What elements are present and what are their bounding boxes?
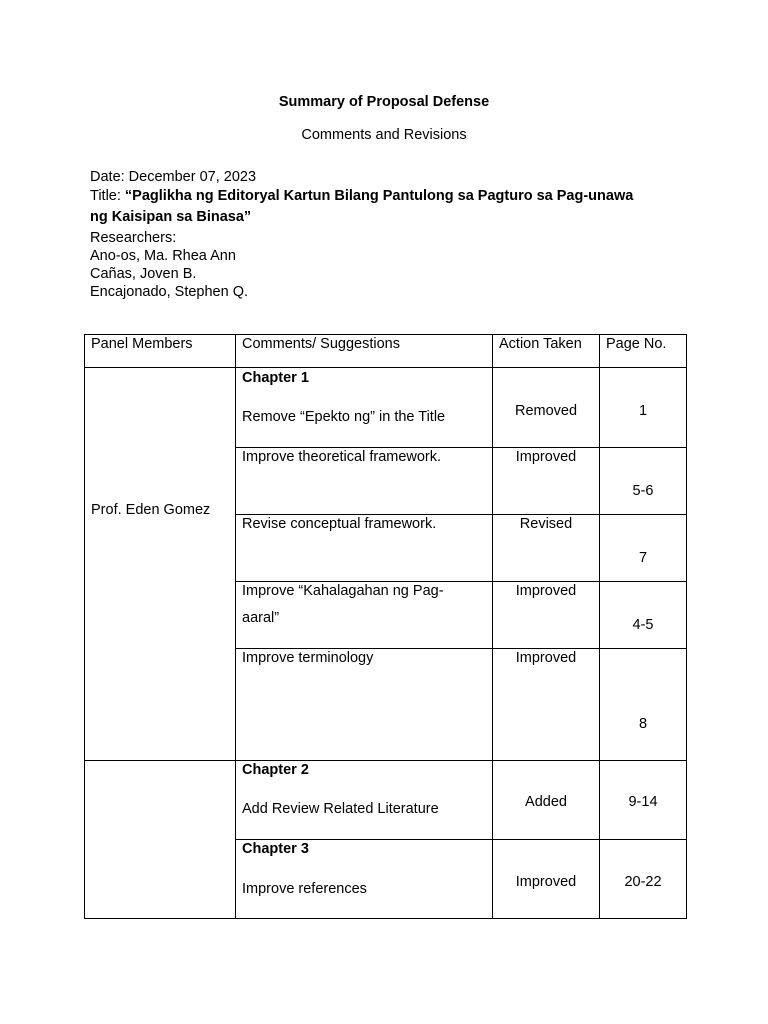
action-cell xyxy=(493,649,600,761)
comment-text: Remove “Epekto ng” in the Title xyxy=(242,409,446,425)
document-heading: Summary of Proposal Defense xyxy=(278,94,490,110)
document-title-line-1 xyxy=(90,186,690,207)
header-cell xyxy=(493,335,600,368)
header-panel-members: Panel Members xyxy=(91,336,193,352)
action-text: Removed xyxy=(514,403,578,419)
header-action-taken: Action Taken xyxy=(499,336,582,352)
document-subheading: Comments and Revisions xyxy=(301,127,467,143)
chapter-heading: Chapter 2 xyxy=(242,762,309,778)
action-cell xyxy=(493,368,600,448)
page-text: 20-22 xyxy=(624,874,662,890)
title-text-2: ng Kaisipan sa Binasa” xyxy=(90,209,252,225)
comment-cell xyxy=(236,761,493,840)
page-text: 8 xyxy=(638,716,648,732)
action-cell xyxy=(493,515,600,582)
action-text: Added xyxy=(525,794,567,810)
action-text: Improved xyxy=(515,583,577,599)
page-cell xyxy=(600,649,687,761)
page-text: 9-14 xyxy=(628,794,658,810)
page-cell xyxy=(600,368,687,448)
comment-text: aaral” xyxy=(242,610,280,626)
action-cell xyxy=(493,448,600,515)
comment-cell xyxy=(236,448,493,515)
action-text: Improved xyxy=(515,650,577,666)
panel-member-cell-empty xyxy=(85,761,236,919)
action-cell xyxy=(493,840,600,919)
header-cell xyxy=(85,335,236,368)
researcher-name: Ano-os, Ma. Rhea Ann xyxy=(90,248,236,264)
header-cell xyxy=(236,335,493,368)
comment-cell xyxy=(236,582,493,649)
document-title-line-2 xyxy=(90,207,690,228)
comment-text: Add Review Related Literature xyxy=(242,801,439,817)
table-header-row xyxy=(85,335,687,368)
comment-text: Improve references xyxy=(242,881,367,897)
comment-text: Improve “Kahalagahan ng Pag- xyxy=(242,583,444,599)
page-cell xyxy=(600,515,687,582)
page-text: 5-6 xyxy=(632,483,654,499)
document-date: Date: December 07, 2023 xyxy=(90,169,257,185)
chapter-heading: Chapter 3 xyxy=(242,841,309,857)
action-text: Revised xyxy=(519,516,573,532)
action-text: Improved xyxy=(515,449,577,465)
chapter-heading: Chapter 1 xyxy=(242,370,309,386)
comment-text: Revise conceptual framework. xyxy=(242,516,437,532)
header-page-no: Page No. xyxy=(606,336,667,352)
header-comments: Comments/ Suggestions xyxy=(242,336,400,352)
comment-text: Improve terminology xyxy=(242,650,374,666)
page-cell xyxy=(600,840,687,919)
action-cell xyxy=(493,582,600,649)
page-cell xyxy=(600,448,687,515)
page-text: 1 xyxy=(638,403,648,419)
comment-text: Improve theoretical framework. xyxy=(242,449,442,465)
action-cell xyxy=(493,761,600,840)
comment-cell xyxy=(236,515,493,582)
title-prefix: Title: xyxy=(90,188,125,204)
comment-cell xyxy=(236,368,493,448)
researcher-name: Cañas, Joven B. xyxy=(90,266,197,282)
page-cell xyxy=(600,761,687,840)
panel-member-cell xyxy=(85,368,236,761)
table-row xyxy=(85,368,687,448)
researchers-label: Researchers: xyxy=(90,230,177,246)
researcher-name: Encajonado, Stephen Q. xyxy=(90,284,249,300)
title-text-1: “Paglikha ng Editoryal Kartun Bilang Pantulong sa Pagturo sa Pag-unawa xyxy=(124,188,634,204)
page-text: 4-5 xyxy=(632,617,654,633)
page-cell xyxy=(600,582,687,649)
comment-cell xyxy=(236,840,493,919)
header-cell xyxy=(600,335,687,368)
revisions-table xyxy=(84,334,687,919)
page-text: 7 xyxy=(638,550,648,566)
table-row xyxy=(85,761,687,840)
panel-member-name: Prof. Eden Gomez xyxy=(91,502,211,518)
comment-cell xyxy=(236,649,493,761)
action-text: Improved xyxy=(515,874,577,890)
